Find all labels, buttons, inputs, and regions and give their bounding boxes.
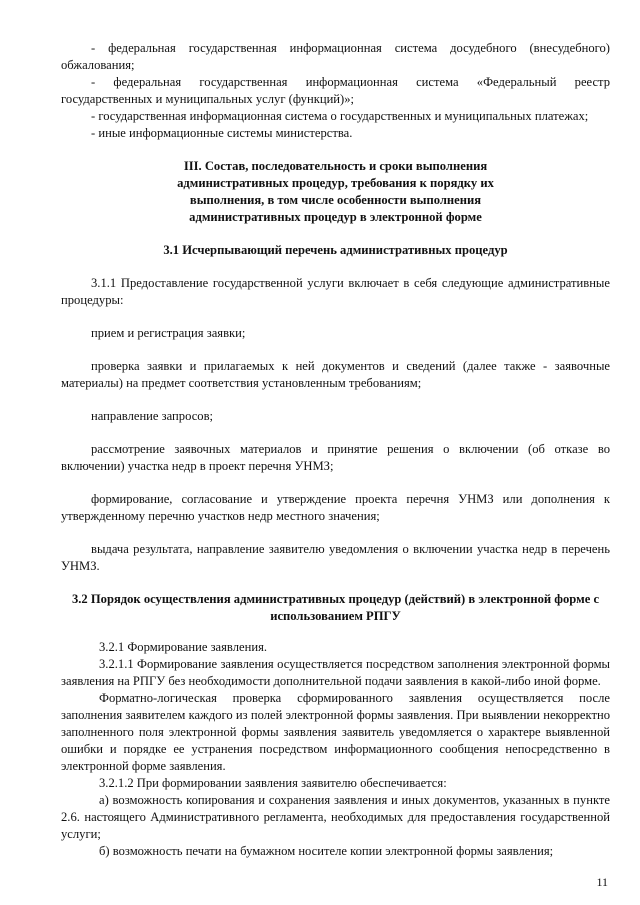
paragraph: прием и регистрация заявки; <box>91 326 246 340</box>
section-heading <box>61 158 610 226</box>
paragraph: Форматно-логическая проверка сформированного заявления осуществляется после заполнения заявителем каждого из полей электронной формы заявления. При выявлении некорректно заполненного поля электронной формы заявления заявитель уведомляется о характере выявленной ошибки и порядке ее устранения посредством информационного сообщения непосредственно в электронной форме заявления. <box>61 691 610 773</box>
page-number: 11 <box>596 875 608 889</box>
section-heading-line: административных процедур в электронной форме <box>189 210 482 224</box>
list-item: - федеральная государственная информационная система «Федеральный реестр государственных и муниципальных услуг (функций)»; <box>61 75 610 106</box>
list-item: - государственная информационная система о государственных и муниципальных платежах; <box>91 109 589 123</box>
section-heading-line: III. Состав, последовательность и сроки выполнения <box>183 159 488 173</box>
paragraph: 3.2.1 Формирование заявления. <box>99 640 268 654</box>
paragraph: проверка заявки и прилагаемых к ней документов и сведений (далее также - заявочные материалы) на предмет соответствия установленным требованиям; <box>61 359 610 390</box>
document-page <box>61 40 610 860</box>
subsection-heading: 3.2 Порядок осуществления административных процедур (действий) в электронной форме с использованием РПГУ <box>71 592 600 623</box>
paragraph: направление запросов; <box>91 409 214 423</box>
list-item: - иные информационные системы министерства. <box>91 126 353 140</box>
list-item: - федеральная государственная информационная система досудебного (внесудебного) обжалования; <box>61 41 610 72</box>
paragraph: б) возможность печати на бумажном носителе копии электронной формы заявления; <box>99 844 554 858</box>
paragraph: формирование, согласование и утверждение проекта перечня УНМЗ или дополнения к утвержденному перечню участков недр местного значения; <box>61 492 610 523</box>
section-heading-line: выполнения, в том числе особенности выполнения <box>189 193 482 207</box>
paragraph: рассмотрение заявочных материалов и принятие решения о включении (об отказе во включении) участка недр в проект перечня УНМЗ; <box>61 442 610 473</box>
paragraph: 3.1.1 Предоставление государственной услуги включает в себя следующие административные процедуры: <box>61 276 610 307</box>
paragraph: 3.2.1.2 При формировании заявления заявителю обеспечивается: <box>99 776 447 790</box>
paragraph: 3.2.1.1 Формирование заявления осуществляется посредством заполнения электронной формы заявления на РПГУ без необходимости дополнительной подачи заявления в какой-либо иной форме. <box>61 657 610 688</box>
subsection-heading: 3.1 Исчерпывающий перечень административных процедур <box>163 243 508 257</box>
section-heading-line: административных процедур, требования к порядку их <box>177 176 494 190</box>
paragraph: выдача результата, направление заявителю уведомления о включении участка недр в перечень УНМЗ. <box>61 542 610 573</box>
paragraph: а) возможность копирования и сохранения заявления и иных документов, указанных в пункте 2.6. настоящего Административного регламента, необходимых для предоставления государственной услуги; <box>61 793 610 841</box>
